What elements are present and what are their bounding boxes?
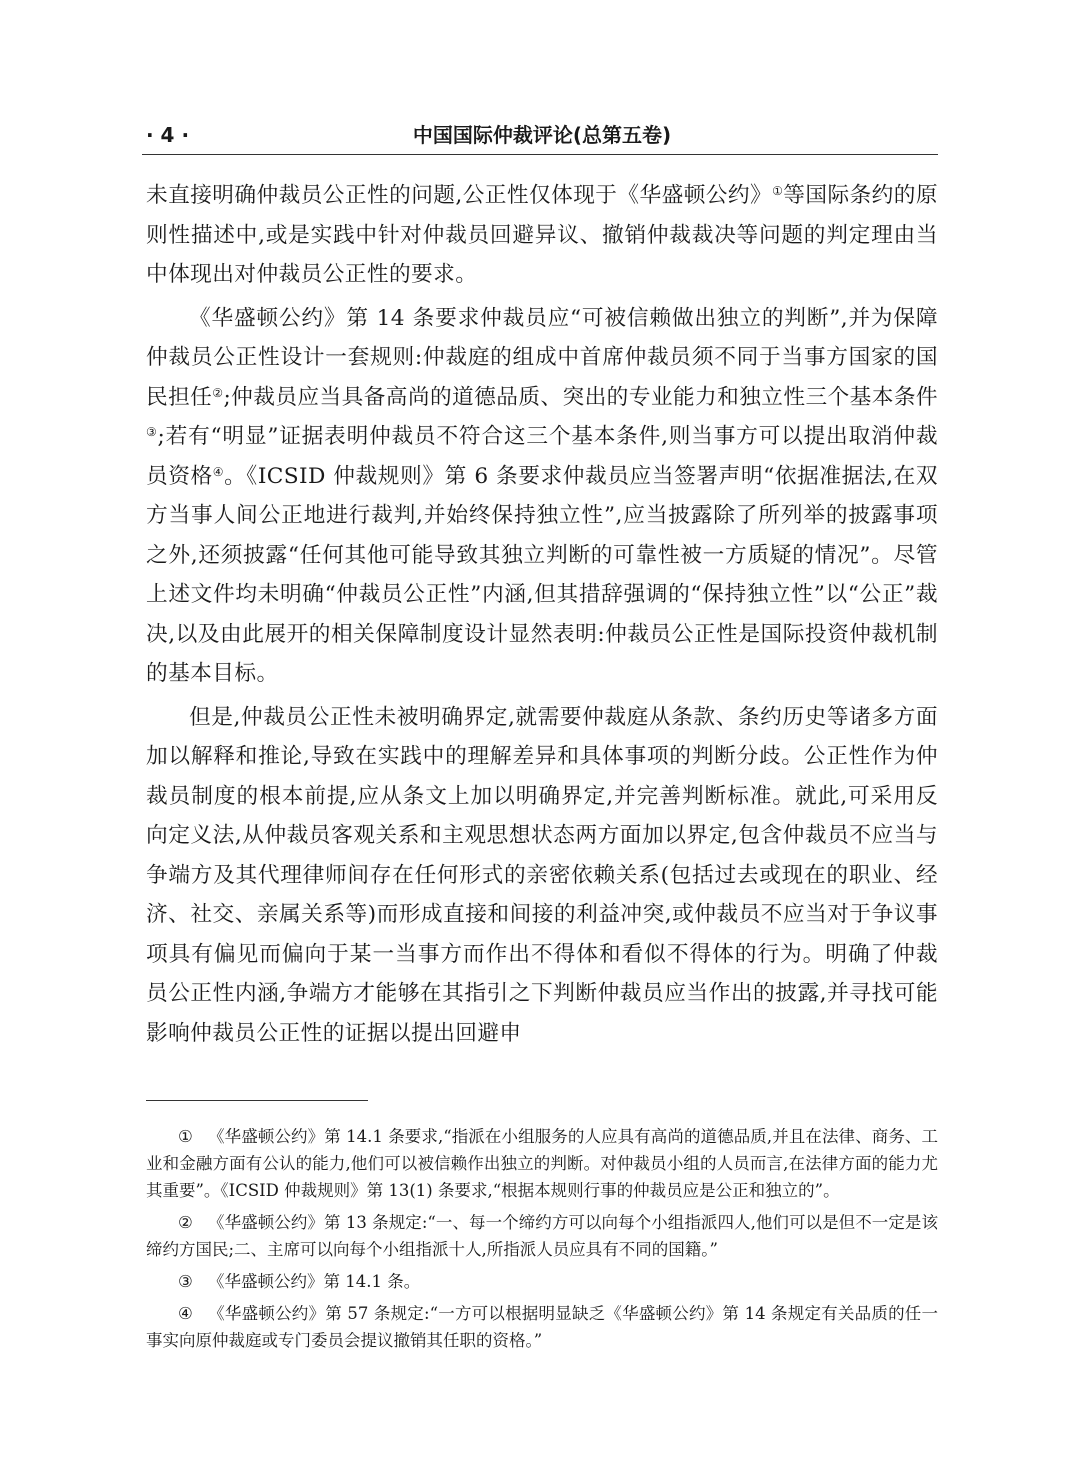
page-number: · 4 ·: [146, 123, 190, 147]
footnote-mark: ②: [178, 1213, 193, 1232]
footnote-3: [146, 1268, 938, 1295]
footnote-text: 《华盛顿公约》第 14.1 条要求,“指派在小组服务的人应具有高尚的道德品质,并且在法律、商务、工业和金融方面有公认的能力,他们可以被信赖作出独立的判断。对仲裁员小组的人员而言,在法律方面的能力尤其重要”。《ICSID 仲裁规则》第 13(1) 条要求,“根据本规则行事的仲裁员应是公正和独立的”。: [146, 1127, 938, 1200]
text-run: ;若有“明显”证据表明仲裁员不符合这三个基本条件,则当事方可以提出取消仲裁员资格: [146, 424, 938, 489]
body-text: [146, 176, 938, 1053]
paragraph-3: [146, 698, 938, 1054]
text-run: 等国际条约的原则性描述中,或是实践中针对仲裁员回避异议、撤销仲裁裁决等问题的判定理由当中体现出对仲裁员公正性的要求。: [146, 183, 938, 287]
text-run: 未直接明确仲裁员公正性的问题,公正性仅体现于《华盛顿公约》: [146, 183, 773, 208]
running-header: [146, 118, 938, 152]
text-run: 但是,仲裁员公正性未被明确界定,就需要仲裁庭从条款、条约历史等诸多方面加以解释和推论,导致在实践中的理解差异和具体事项的判断分歧。公正性作为仲裁员制度的根本前提,应从条文上加以明确界定,并完善判断标准。就此,可采用反向定义法,从仲裁员客观关系和主观思想状态两方面加以界定,包含仲裁员不应当与争端方及其代理律师间存在任何形式的亲密依赖关系(包括过去或现在的职业、经济、社交、亲属关系等)而形成直接和间接的利益冲突,或仲裁员不应当对于争议事项具有偏见而偏向于某一当事方而作出不得体和看似不得体的行为。明确了仲裁员公正性内涵,争端方才能够在其指引之下判断仲裁员应当作出的披露,并寻找可能影响仲裁员公正性的证据以提出回避申: [146, 704, 938, 1046]
footnote-rule: [146, 1100, 368, 1101]
footnote-text: 《华盛顿公约》第 13 条规定:“一、每一个缔约方可以向每个小组指派四人,他们可以是但不一定是该缔约方国民;二、主席可以向每个小组指派十人,所指派人员应具有不同的国籍。”: [146, 1213, 938, 1259]
footnote-ref-4[interactable]: ④: [212, 464, 225, 479]
book-title: 中国国际仲裁评论(总第五卷): [412, 123, 672, 147]
text-run: 《华盛顿公约》第 14 条要求仲裁员应“可被信赖做出独立的判断”,并为保障仲裁员公正性设计一套规则:仲裁庭的组成中首席仲裁员须不同于当事方国家的国民担任: [146, 305, 938, 410]
footnote-4: [146, 1300, 938, 1354]
text-run: 。《ICSID 仲裁规则》第 6 条要求仲裁员应当签署声明“依据准据法,在双方当事人间公正地进行裁判,并始终保持独立性”,应当披露除了所列举的披露事项之外,还须披露“任何其他可能导致其独立判断的可靠性被一方质疑的情况”。尽管上述文件均未明确“仲裁员公正性”内涵,但其措辞强调的“保持独立性”以“公正”裁决,以及由此展开的相关保障制度设计显然表明:仲裁员公正性是国际投资仲裁机制的基本目标。: [146, 463, 938, 686]
header-rule: [142, 154, 938, 155]
footnote-1: [146, 1123, 938, 1204]
footnote-mark: ①: [178, 1127, 193, 1146]
footnote-ref-1[interactable]: ①: [772, 184, 784, 198]
footnote-text: 《华盛顿公约》第 57 条规定:“一方可以根据明显缺乏《华盛顿公约》第 14 条规定有关品质的任一事实向原仲裁庭或专门委员会提议撤销其任职的资格。”: [146, 1304, 938, 1350]
footnote-mark: ③: [178, 1272, 193, 1291]
footnote-text: 《华盛顿公约》第 14.1 条。: [208, 1272, 421, 1291]
footnote-ref-2[interactable]: ②: [212, 385, 224, 400]
paragraph-2: [146, 299, 938, 694]
footnote-mark: ④: [178, 1304, 193, 1323]
footnote-2: [146, 1209, 938, 1263]
text-run: ;仲裁员应当具备高尚的道德品质、突出的专业能力和独立性三个基本条件: [223, 384, 939, 410]
footnote-ref-3[interactable]: ③: [146, 425, 158, 439]
paragraph-1: [146, 176, 938, 295]
footnotes: [146, 1123, 938, 1359]
